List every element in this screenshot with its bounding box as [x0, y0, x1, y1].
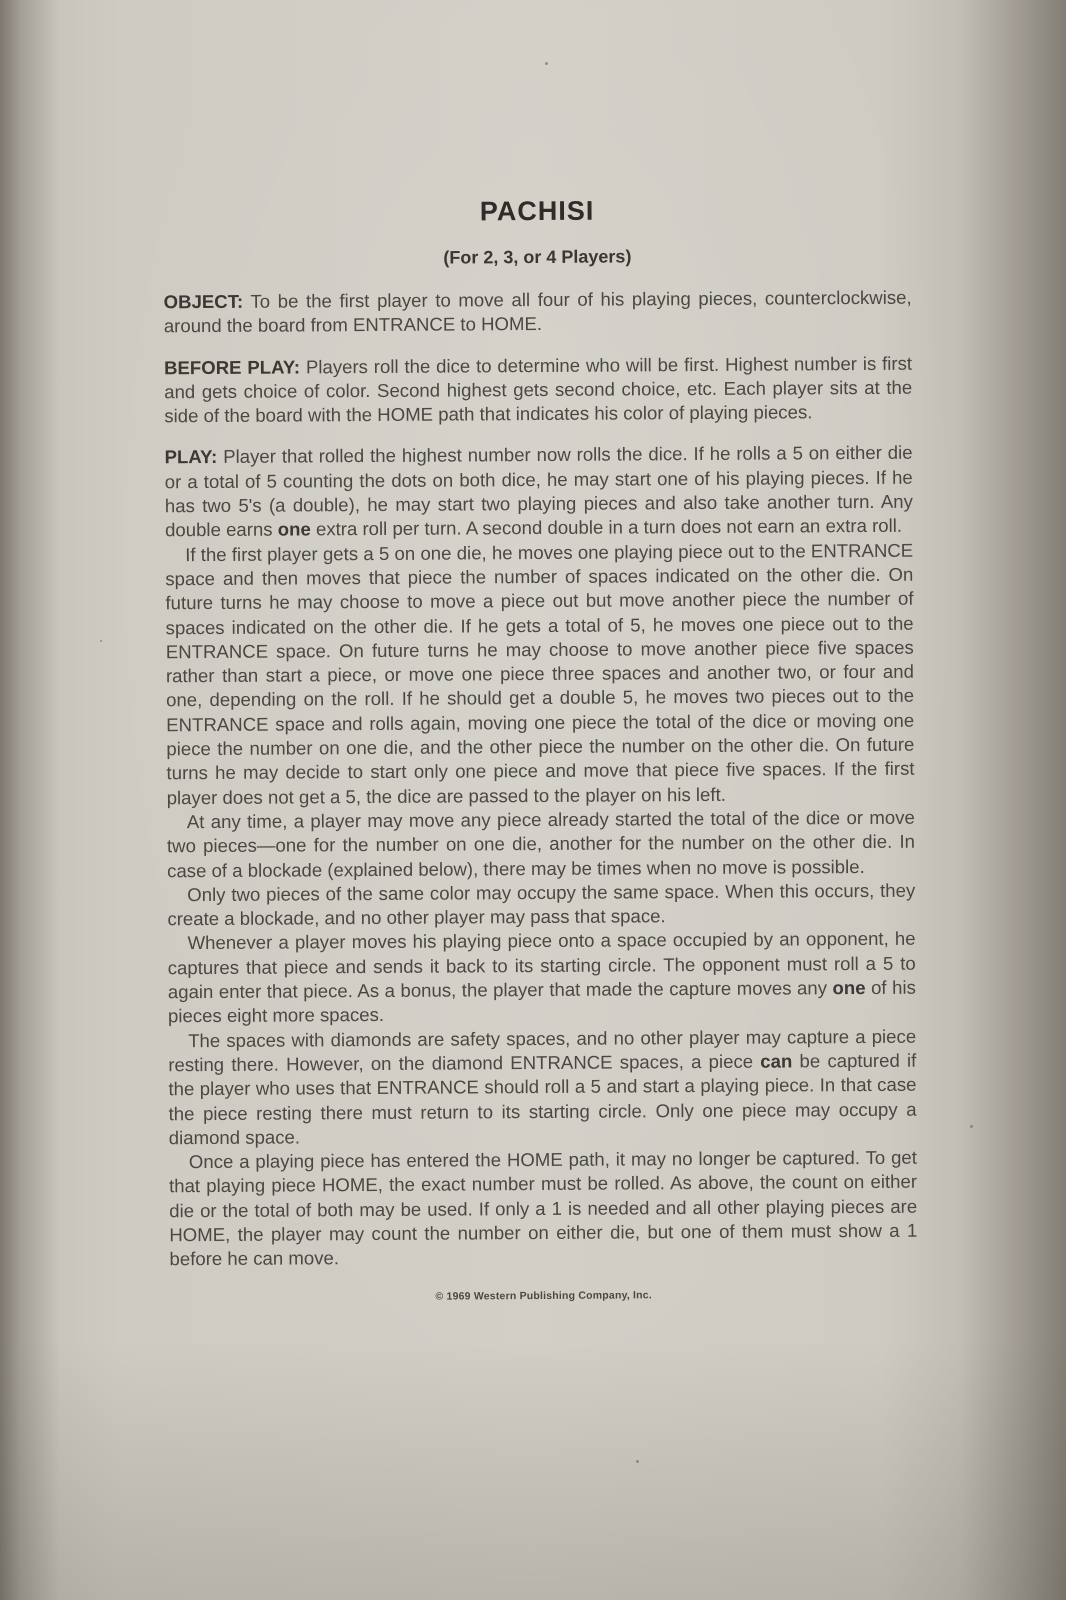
capture-text-a: Whenever a player moves his playing piece onto a space occupied by an opponent, he captures that piece and sends it back to its starting circle. The opponent must roll a 5 to again enter that piece. As a bonus, the player that made the capture moves any [167, 928, 916, 1003]
play-paragraph [165, 441, 914, 543]
blockade-paragraph: Only two pieces of the same color may occupy the same space. When this occurs, they create a blockade, and no other player may pass that space. [167, 879, 916, 930]
safety-text-a: The spaces with diamonds are safety spaces, and no other player may capture a piece resting there. However, on the diamond ENTRANCE spaces, a piece [168, 1025, 917, 1076]
paper-speck [636, 1460, 639, 1463]
play-emphasis: one [277, 518, 311, 540]
rules-sheet [163, 194, 918, 1310]
object-label: OBJECT: [163, 290, 244, 313]
paper-speck [100, 640, 102, 642]
copyright-notice: © 1969 Western Publishing Company, Inc. [435, 1288, 652, 1303]
before-play-label: BEFORE PLAY: [163, 356, 301, 378]
capture-text-b: of his pieces eight more spaces. [167, 976, 916, 1027]
play-label: PLAY: [164, 446, 218, 468]
capture-emphasis: one [832, 977, 866, 999]
paper-speck [545, 62, 548, 65]
safety-paragraph [168, 1024, 917, 1150]
document-title: PACHISI [479, 195, 595, 227]
paper-speck [970, 1125, 973, 1128]
first-five-paragraph: If the first player gets a 5 on one die, he moves one playing piece out to the ENTRANCE space and then moves that piece the number of spaces indicated on the other die. On future turns he may choose to move a piece out but move another piece the number of spaces indicated on the other die. If he gets a total of 5, he moves one piece out to the ENTRANCE space. On future turns he may choose to move another piece five spaces rather than start a piece, or move one piece three spaces and another two, or four and one, depending on the roll. If he should get a double 5, he moves two pieces out to the ENTRANCE space and rolls again, moving one piece the total of the dice or moving one piece the number on one die, and the other piece the number on the other die. On future turns he may decide to start only one piece and move that piece five spaces. If the first player does not get a 5, the dice are passed to the player on his left. [165, 539, 915, 808]
document-subtitle: (For 2, 3, or 4 Players) [443, 246, 632, 268]
safety-emphasis: can [760, 1050, 793, 1072]
play-text-b: extra roll per turn. A second double in a turn does not earn an extra roll. [310, 515, 903, 540]
capture-paragraph [167, 927, 916, 1029]
home-paragraph: Once a playing piece has entered the HOME path, it may no longer be captured. To get that playing piece HOME, the exact number must be rolled. As above, the count on either die or the total of both may be used. If only a 1 is needed and all other playing pieces are HOME, the player may count the number on either die, but one of them must show a 1 before he can move. [168, 1146, 918, 1270]
any-time-paragraph: At any time, a player may move any piece already started the total of the dice or move two pieces—one for the number on one die, another for the number on the other die. In case of a blockade (explained below), there may be times when no move is possible. [166, 806, 916, 881]
safety-text-b: be captured if the player who uses that ENTRANCE should roll a 5 and start a playing piece. In that case the piece resting there must return to its starting circle. Only one piece may occupy a diamond space. [168, 1049, 917, 1149]
object-text: To be the first player to move all four of his playing pieces, counterclockwise, around the board from ENTRANCE to HOME. [163, 286, 912, 337]
play-text-a: Player that rolled the highest number now rolls the dice. If he rolls a 5 on either die or a total of 5 counting the dots on both dice, he may start one of his playing pieces. If he has two 5's (a double), he may start two playing pieces and also take another turn. Any double earns [164, 442, 913, 541]
object-paragraph [164, 286, 912, 339]
before-play-paragraph [164, 351, 912, 428]
before-play-text: Players roll the dice to determine who will be first. Highest number is first and gets choice of color. Second highest gets second choice, etc. Each player sits at the side of the board with the HOME path that indicates his color of playing pieces. [164, 352, 913, 427]
